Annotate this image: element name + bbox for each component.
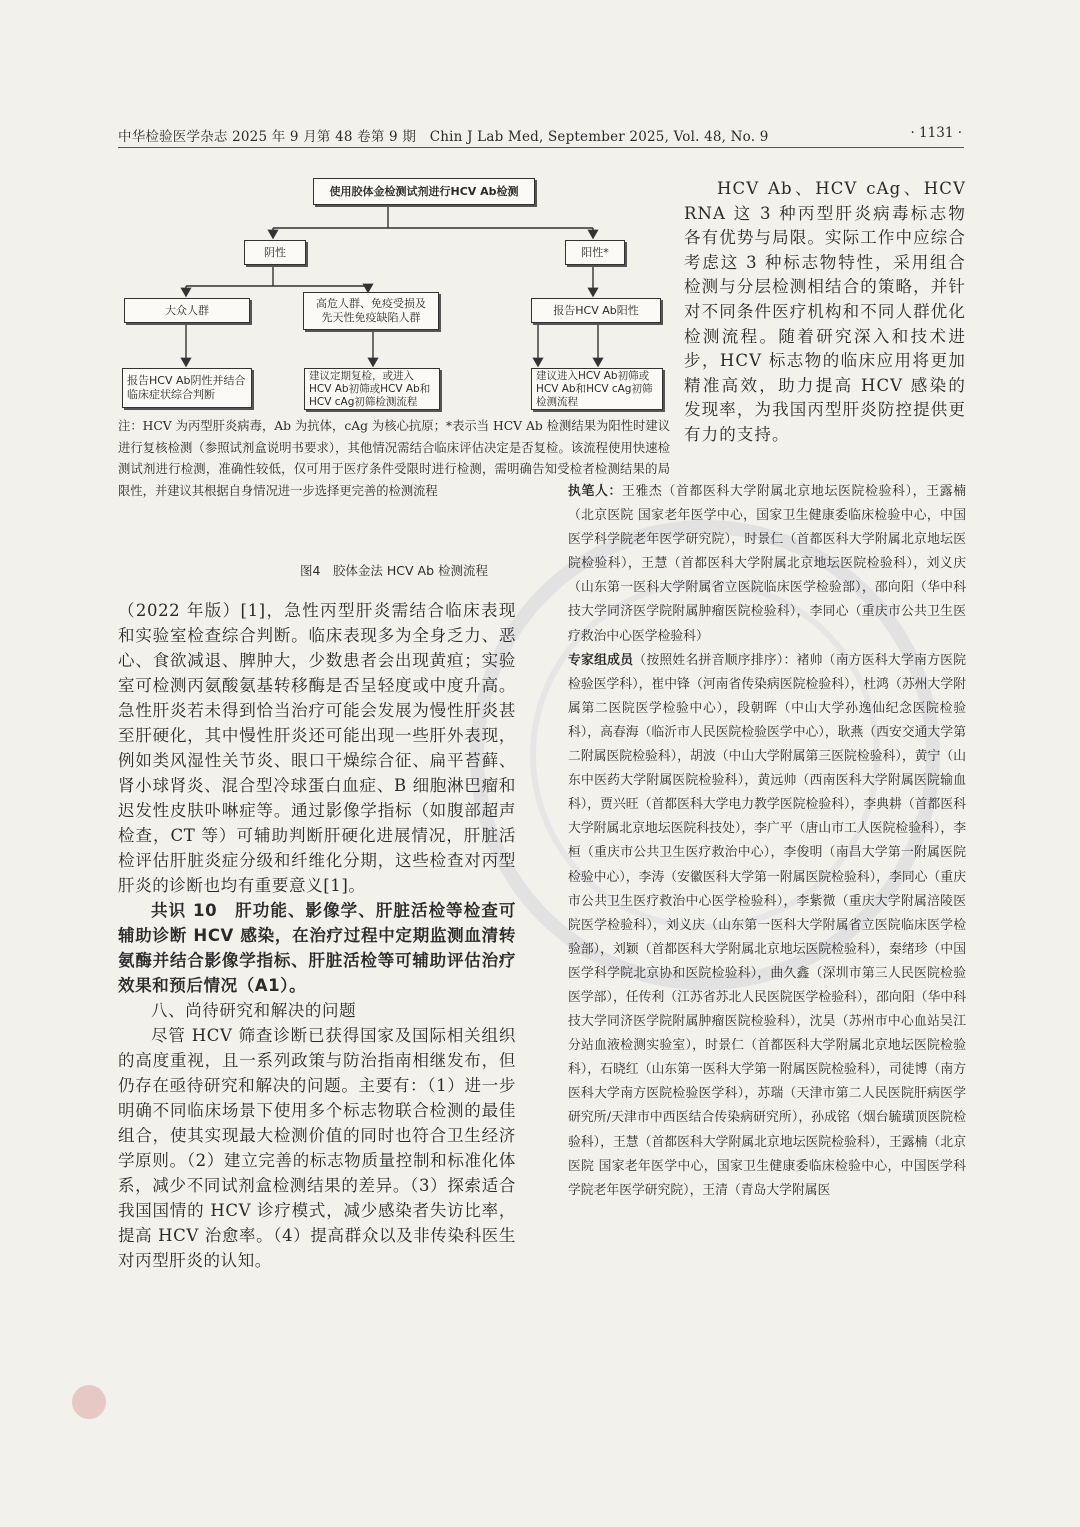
right-column-summary [684,177,966,448]
flow-box-positive: 阳性* [565,240,625,265]
experts-text: （按照姓名拼音顺序排序）：褚帅（南方医科大学南方医院检验医学科），崔中锋（河南省传染病医院检验科），杜鸿（苏州大学附属第二医院医学检验中心），段朝晖（中山大学孙逸仙纪念医院检验科），高春海（临沂市人民医院检验医学中心），耿燕（西安交通大学第二附属医院检验科），胡波（中山大学附属第三医院检验科），黄宁（山东中医药大学附属医院检验科），黄远帅（西南医科大学附属医院输血科），贾兴旺（首都医科大学电力教学医院检验科），李典耕（首都医科大学附属北京地坛医院科技处），李广平（唐山市工人医院检验科），李桓（重庆市公共卫生医疗救治中心），李俊明（南昌大学第一附属医院检验中心），李涛（安徽医科大学第一附属医院检验科），李同心（重庆市公共卫生医疗救治中心医学检验科），李紫微（重庆大学附属涪陵医院医学检验科），刘义庆（山东第一医科大学附属省立医院临床医学检验部），刘颖（首都医科大学附属北京地坛医院检验科），秦绪珍（中国医学科学院北京协和医院检验科），曲久鑫（深圳市第三人民医院检验医学部），任传利（江苏省苏北人民医院医学检验科），邵向阳（华中科技大学同济医学院附属肿瘤医院检验科），沈昊（苏州市中心血站吴江分站血液检测实验室），时景仁（首都医科大学附属北京地坛医院检验科），石晓红（山东第一医科大学第一附属医院检验科），司徒博（南方医科大学南方医院检验医学科），苏瑞（天津市第二人民医院肝病医学研究所/天津市中西医结合传染病研究所），孙成铭（烟台毓璜顶医院检验科），王慧（首都医科大学附属北京地坛医院检验科），王露楠（北京医院 国家老年医学中心，国家卫生健康委临床检验中心，中国医学科学院老年医学研究院），王清（青岛大学附属医 [568,652,966,1198]
flow-box-general-population: 大众人群 [124,298,250,323]
left-column-body [118,598,516,1273]
authors-label: 执笔人： [568,484,623,499]
experts-label: 专家组成员 [568,652,634,668]
running-header-journal: 中华检验医学杂志 2025 年 9 月第 48 卷第 9 期 Chin J Lab Med, September 2025, Vol. 48, No. 9 [118,129,769,145]
flow-box-start: 使用胶体金检测试剂进行HCV Ab检测 [313,178,535,205]
flow-box-high-risk-population: 高危人群、免疫受损及 先天性免疫缺陷人群 [303,292,439,330]
flowchart-figure-4 [118,170,670,410]
flow-box-enter-screening: 建议进入HCV Ab初筛或 HCV Ab和HCV cAg初筛 检测流程 [531,368,663,410]
flow-box-report-positive: 报告HCV Ab阳性 [531,298,661,323]
figure-note: 注：HCV 为丙型肝炎病毒，Ab 为抗体，cAg 为核心抗原；*表示当 HCV Ab 检测结果为阳性时建议进行复核检测（参照试剂盒说明书要求），其他情况需结合临床评估决定是否复检。该流程使用快速检测试剂进行检测，准确性较低，仅可用于医疗条件受限时进行检测，需明确告知受检者检测结果的局限性，并建议其根据自身情况进一步选择更完善的检测流程 [118,419,670,498]
consensus-10-paragraph: 共识 10 肝功能、影像学、肝脏活检等检查可辅助诊断 HCV 感染，在治疗过程中定期监测血清转氨酶并结合影像学指标、肝脏活检等可辅助评估治疗效果和预后情况（A1）。 [118,901,516,995]
summary-paragraph: HCV Ab、HCV cAg、HCV RNA 这 3 种丙型肝炎病毒标志物各有优势与局限。实际工作中应综合考虑这 3 种标志物特性，采用组合检测与分层检测相结合的策略，并针对不同条件医疗机构和不同人群优化检测流程。随着研究深入和技术进步，HCV 标志物的临床应用将更加精准高效，助力提高 HCV 感染的发现率，为我国丙型肝炎防控提供更有力的支持。 [684,179,966,444]
publisher-logo-icon [72,1385,106,1419]
body-paragraph-4: 尽管 HCV 筛查诊断已获得国家及国际相关组织的高度重视，且一系列政策与防治指南相继发布，但仍存在亟待研究和解决的问题。主要有：（1）进一步明确不同临床场景下使用多个标志物联合检测的最佳组合，使其实现最大检测价值的同时也符合卫生经济学原则。（2）建立完善的标志物质量控制和标准化体系，减少不同试剂盒检测结果的差异。（3）探索适合我国国情的 HCV 诊疗模式，减少感染者失访比率，提高 HCV 治愈率。（4）提高群众以及非传染科医生对丙型肝炎的认知。 [118,1026,516,1270]
contributors-section [568,480,966,1203]
header-divider [118,147,964,148]
experts-paragraph [568,649,966,1203]
flow-box-recheck-advice: 建议定期复检，或进入 HCV Ab初筛或HCV Ab和 HCV cAg初筛检测流程 [304,368,440,410]
page-number: · 1131 · [910,125,962,141]
authors-text: 王雅杰（首都医科大学附属北京地坛医院检验科），王露楠（北京医院 国家老年医学中心，国家卫生健康委临床检验中心，中国医学科学院老年医学研究院），时景仁（首都医科大学附属北京地坛医院检验科），王慧（首都医科大学附属北京地坛医院检验科），刘义庆（山东第一医科大学附属省立医院临床医学检验部），邵向阳（华中科技大学同济医学院附属肿瘤医院检验科），李同心（重庆市公共卫生医疗救治中心医学检验科） [568,484,966,644]
figure-caption: 图4 胶体金法 HCV Ab 检测流程 [299,563,489,578]
flow-box-negative: 阴性 [244,240,306,265]
section-heading-8: 八、尚待研究和解决的问题 [151,1001,357,1020]
authors-paragraph [568,480,966,649]
body-paragraph-1: （2022 年版）[1]，急性丙型肝炎需结合临床表现和实验室检查综合判断。临床表现多为全身乏力、恶心、食欲减退、脾肿大，少数患者会出现黄疸；实验室可检测丙氨酸氨基转移酶是否呈轻度或中度升高。急性肝炎若未得到恰当治疗可能会发展为慢性肝炎甚至肝硬化，其中慢性肝炎还可能出现一些肝外表现，例如类风湿性关节炎、眼口干燥综合征、扁平苔藓、肾小球肾炎、混合型冷球蛋白血症、B 细胞淋巴瘤和迟发性皮肤卟啉症等。通过影像学指标（如腹部超声检查，CT 等）可辅助判断肝硬化进展情况，肝脏活检评估肝脏炎症分级和纤维化分期，这些检查对丙型肝炎的诊断也均有重要意义[1]。 [118,601,516,895]
flow-box-report-negative: 报告HCV Ab阴性并结合 临床症状综合判断 [122,368,252,408]
